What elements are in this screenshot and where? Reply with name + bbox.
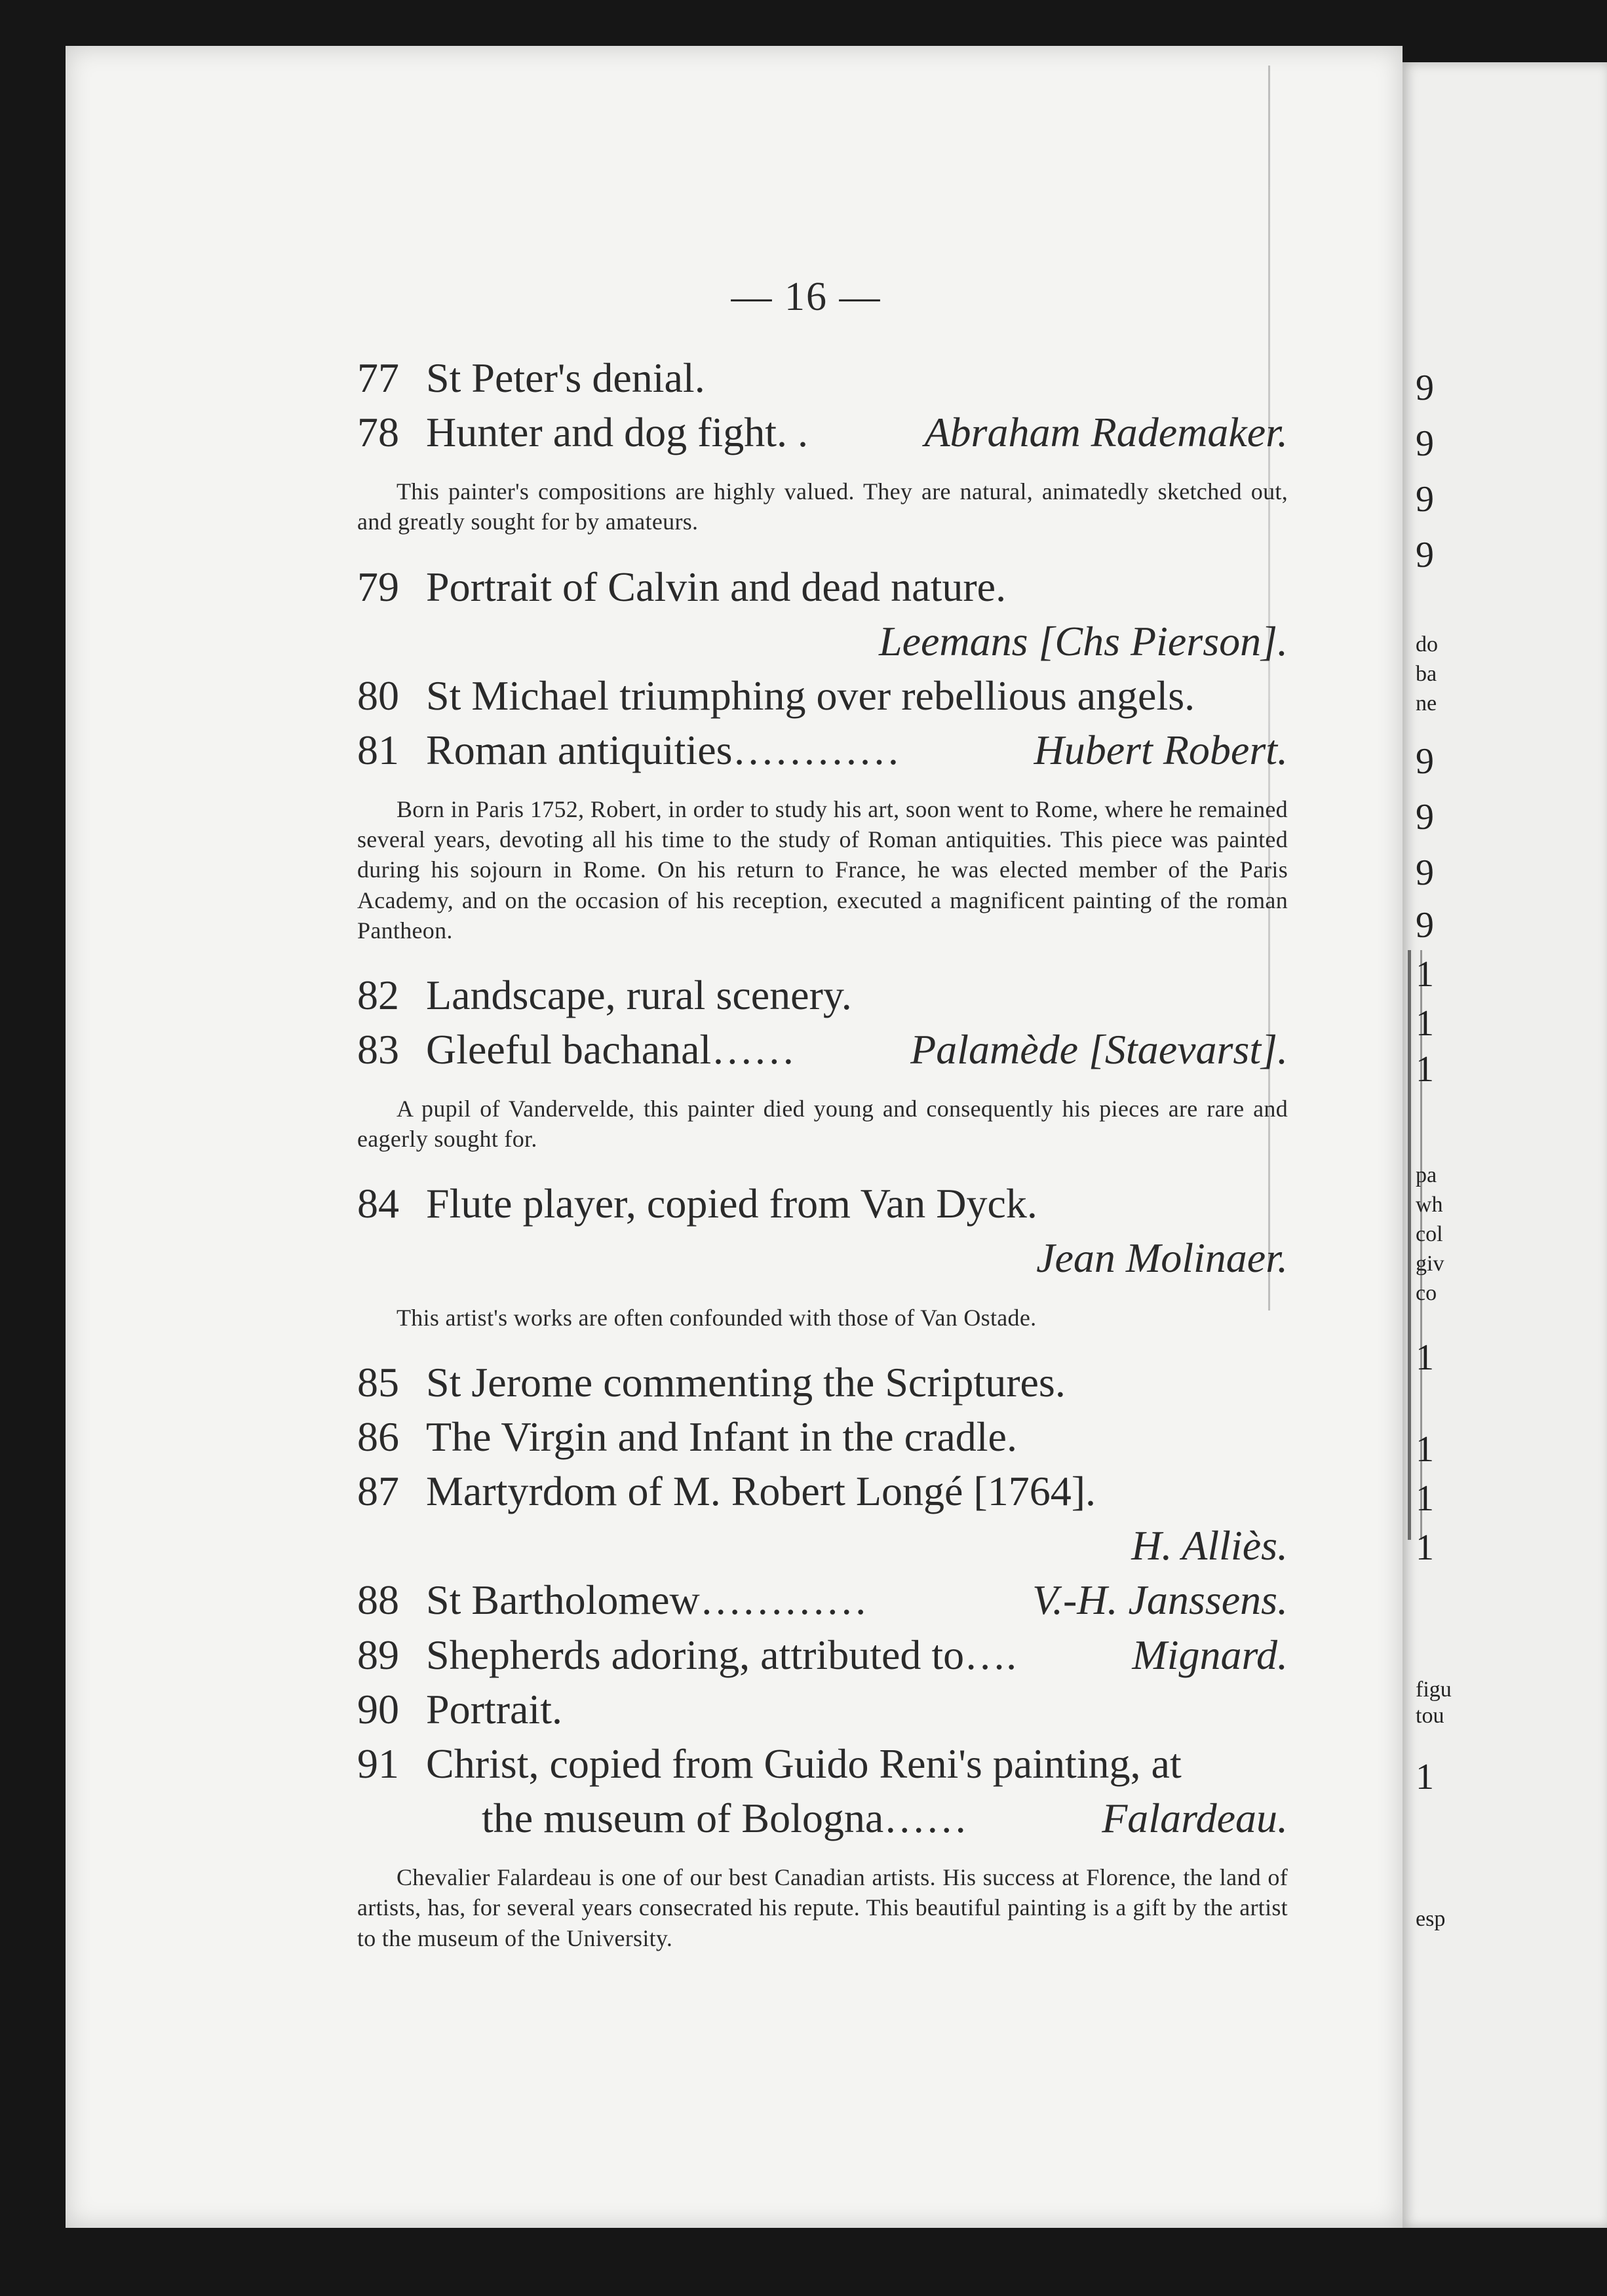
entry-artist: Abraham Rademaker. (924, 409, 1288, 456)
entry-number: 87 (357, 1468, 399, 1515)
entry-81 (357, 723, 1288, 777)
entry-number: 81 (357, 727, 399, 774)
entry-number: 77 (357, 354, 399, 401)
fragment: 1 (1416, 1757, 1434, 1797)
entry-title-continued: the museum of Bologna…… (482, 1795, 968, 1842)
entry-number: 78 (357, 409, 399, 456)
entry-title: Shepherds adoring, attributed to…. (426, 1631, 1017, 1678)
entry-title: St Bartholomew………… (426, 1577, 868, 1624)
note-text: This artist's works are often confounded with those of Van Ostade. (397, 1304, 1037, 1331)
entry-title: The Virgin and Infant in the cradle. (426, 1413, 1017, 1460)
entry-title: Hunter and dog fight. . (426, 409, 808, 456)
fragment: pa (1416, 1163, 1437, 1187)
fragment: 9 (1416, 535, 1434, 575)
note-text: A pupil of Vandervelde, this painter died young and consequently his pieces are rare and eagerly sought for. (357, 1096, 1288, 1153)
entry-84 (357, 1176, 1288, 1231)
fragment: wh (1416, 1193, 1443, 1217)
entry-number: 90 (357, 1685, 399, 1732)
entry-artist: Leemans [Chs Pierson]. (878, 617, 1288, 664)
entry-83 (357, 1022, 1288, 1077)
entry-80 (357, 668, 1288, 723)
entry-title: St Michael triumphing over rebellious angels. (426, 672, 1195, 719)
note-text: Chevalier Falardeau is one of our best Canadian artists. His success at Florence, the land of artists, has, for several years consecrated his repute. This beautiful painting is a gift by the artist to the museum of the University. (357, 1864, 1288, 1951)
entry-artist: Falardeau. (1102, 1795, 1288, 1842)
fragment: 9 (1416, 479, 1434, 520)
entry-title: Landscape, rural scenery. (426, 971, 852, 1018)
fragment: 1 (1416, 1049, 1434, 1090)
fragment: 9 (1416, 905, 1434, 946)
entry-number: 82 (357, 971, 399, 1018)
entry-title: Roman antiquities………… (426, 727, 900, 774)
entry-91 (357, 1736, 1288, 1791)
catalogue-content (357, 351, 1288, 1976)
fragment: co (1416, 1281, 1437, 1305)
entry-number: 88 (357, 1577, 399, 1624)
adjacent-page-fragments (1416, 0, 1607, 2296)
entry-91-continued (357, 1791, 1288, 1845)
fragment: 9 (1416, 797, 1434, 837)
page-number: — 16 — (731, 275, 881, 319)
note-78 (357, 476, 1288, 537)
note-text: This painter's compositions are highly valued. They are natural, animatedly sketched out, and greatly sought for by amateurs. (357, 478, 1288, 535)
note-84 (357, 1303, 1288, 1333)
entry-artist: V.-H. Janssens. (1032, 1577, 1288, 1624)
fragment: 1 (1416, 954, 1434, 995)
entry-number: 79 (357, 563, 399, 610)
entry-number: 91 (357, 1740, 399, 1787)
entry-number: 86 (357, 1413, 399, 1460)
entry-87 (357, 1464, 1288, 1518)
entry-title: St Peter's denial. (426, 354, 705, 401)
fragment: do (1416, 632, 1438, 657)
fragment: 9 (1416, 423, 1434, 464)
note-81 (357, 794, 1288, 945)
fragment: ne (1416, 691, 1437, 716)
entry-78 (357, 405, 1288, 459)
entry-artist: Hubert Robert. (1034, 727, 1288, 774)
fragment: 1 (1416, 1337, 1434, 1378)
entry-number: 83 (357, 1025, 399, 1073)
fragment: 1 (1416, 1429, 1434, 1470)
entry-title: Portrait of Calvin and dead nature. (426, 563, 1007, 610)
fragment: giv (1416, 1252, 1444, 1276)
fragment: 9 (1416, 368, 1434, 408)
fragment: ba (1416, 662, 1437, 686)
entry-title: Flute player, copied from Van Dyck. (426, 1180, 1037, 1227)
entry-number: 80 (357, 672, 399, 719)
note-text: Born in Paris 1752, Robert, in order to study his art, soon went to Rome, where he remained several years, devoting all his time to the study of Roman antiquities. This piece was painted during his sojourn in Rome. On his return to France, he was elected member of the Paris Academy, and on the occasion of his reception, executed a magnificent painting of the roman Pantheon. (357, 796, 1288, 944)
entry-title: Martyrdom of M. Robert Longé [1764]. (426, 1468, 1096, 1515)
entry-88 (357, 1573, 1288, 1627)
fragment: tou (1416, 1704, 1444, 1728)
entry-artist: Palamède [Staevarst]. (910, 1025, 1288, 1073)
fragment: col (1416, 1222, 1443, 1246)
entry-title: Portrait. (426, 1685, 562, 1732)
entry-title: Christ, copied from Guido Reni's painting, at (426, 1740, 1182, 1787)
fragment: figu (1416, 1677, 1452, 1702)
entry-89 (357, 1628, 1288, 1682)
note-91 (357, 1862, 1288, 1953)
entry-number: 85 (357, 1358, 399, 1406)
entry-title: St Jerome commenting the Scriptures. (426, 1358, 1066, 1406)
entry-title: Gleeful bachanal…… (426, 1025, 796, 1073)
fragment: 9 (1416, 852, 1434, 893)
fragment: 9 (1416, 741, 1434, 782)
fragment: esp (1416, 1907, 1446, 1931)
entry-artist: H. Alliès. (1131, 1522, 1288, 1569)
entry-90 (357, 1682, 1288, 1736)
entry-artist: Jean Molinaer. (1036, 1234, 1288, 1282)
entry-85 (357, 1355, 1288, 1409)
entry-77 (357, 351, 1288, 405)
entry-number: 89 (357, 1631, 399, 1678)
entry-number: 84 (357, 1180, 399, 1227)
note-83 (357, 1094, 1288, 1154)
fragment: 1 (1416, 1478, 1434, 1519)
entry-artist: Mignard. (1132, 1631, 1288, 1678)
entry-86 (357, 1409, 1288, 1464)
entry-82 (357, 968, 1288, 1022)
fragment: 1 (1416, 1527, 1434, 1568)
entry-79 (357, 560, 1288, 614)
fragment: 1 (1416, 1003, 1434, 1044)
